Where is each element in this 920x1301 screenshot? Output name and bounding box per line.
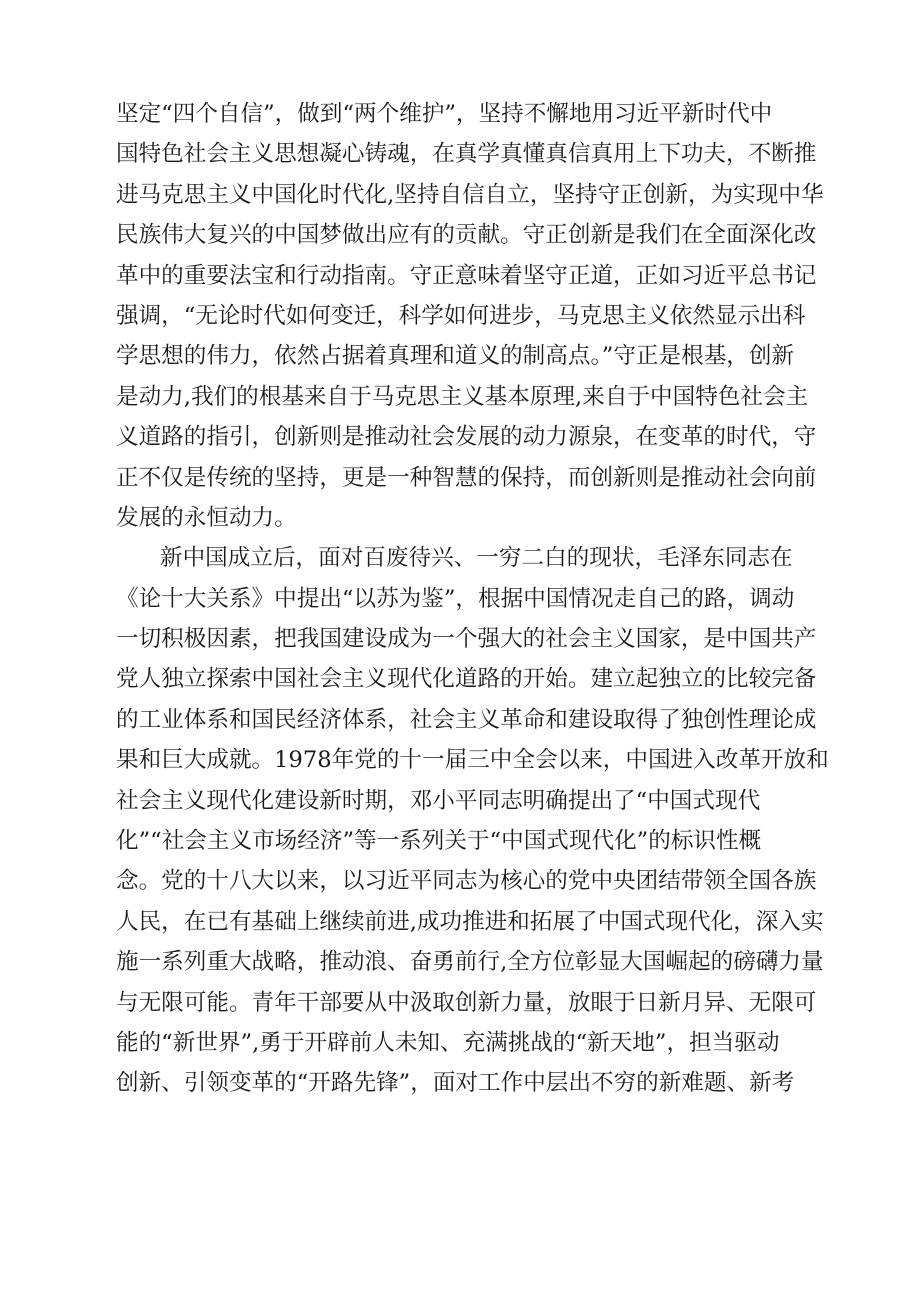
text-line: 发展的永恒动力。	[116, 504, 297, 531]
text-line: 人民，在已有基础上继续前进,成功推进和拓展了中国式现代化，深入实	[116, 908, 824, 935]
text-line: 《论十大关系》中提出“以苏为鉴”，根据中国情况走自己的路，调动	[116, 585, 795, 612]
text-line: 能的“新世界”,勇于开辟前人未知、充满挑战的“新天地”，担当驱动	[116, 1029, 780, 1056]
text-line: 革中的重要法宝和行动指南。守正意味着坚守正道，正如习近平总书记	[116, 262, 817, 289]
text-line: 党人独立探索中国社会主义现代化道路的开始。建立起独立的比较完备	[116, 666, 817, 693]
text-line: 化”“社会主义市场经济”等一系列关于“中国式现代化”的标识性概	[116, 828, 762, 855]
text-line: 强调，“无论时代如何变迁，科学如何进步，马克思主义依然显示出科	[116, 302, 806, 329]
text-line: 与无限可能。青年干部要从中汲取创新力量，放眼于日新月异、无限可	[116, 989, 817, 1016]
paragraph-1	[116, 94, 832, 538]
text-line: 果和巨大成就。1978年党的十一届三中全会以来，中国进入改革开放和	[116, 747, 829, 774]
text-line: 进马克思主义中国化时代化,坚持自信自立，坚持守正创新，为实现中华	[116, 181, 824, 208]
text-line: 的工业体系和国民经济体系，社会主义革命和建设取得了独创性理论成	[116, 706, 817, 733]
text-line: 坚定“四个自信”，做到“两个维护”，坚持不懈地用习近平新时代中	[116, 101, 773, 127]
text-line: 学思想的伟力，依然占据着真理和道义的制高点。”守正是根基，创新	[116, 343, 795, 370]
text-line: 社会主义现代化建设新时期，邓小平同志明确提出了“中国式现代	[116, 787, 761, 814]
text-line: 正不仅是传统的坚持，更是一种智慧的保持，而创新则是推动社会向前	[116, 464, 817, 491]
document-body	[116, 94, 832, 1104]
text-line: 一切积极因素，把我国建设成为一个强大的社会主义国家，是中国共产	[116, 626, 817, 653]
text-line: 义道路的指引，创新则是推动社会发展的动力源泉，在变革的时代，守	[116, 424, 817, 451]
text-line: 民族伟大复兴的中国梦做出应有的贡献。守正创新是我们在全面深化改	[116, 222, 817, 249]
text-line: 念。党的十八大以来，以习近平同志为核心的党中央团结带领全国各族	[116, 868, 817, 895]
paragraph-2	[116, 538, 832, 1103]
text-line-first-indented: 新中国成立后，面对百废待兴、一穷二白的现状，毛泽东同志在	[160, 545, 793, 572]
text-line: 创新、引领变革的“开路先锋”，面对工作中层出不穷的新难题、新考	[116, 1070, 795, 1097]
text-line: 施一系列重大战略，推动浪、奋勇前行,全方位彰显大国崛起的磅礴力量	[116, 949, 824, 976]
text-line: 国特色社会主义思想凝心铸魂，在真学真懂真信真用上下功夫，不断推	[116, 141, 817, 168]
text-line: 是动力,我们的根基来自于马克思主义基本原理,来自于中国特色社会主	[116, 383, 809, 410]
